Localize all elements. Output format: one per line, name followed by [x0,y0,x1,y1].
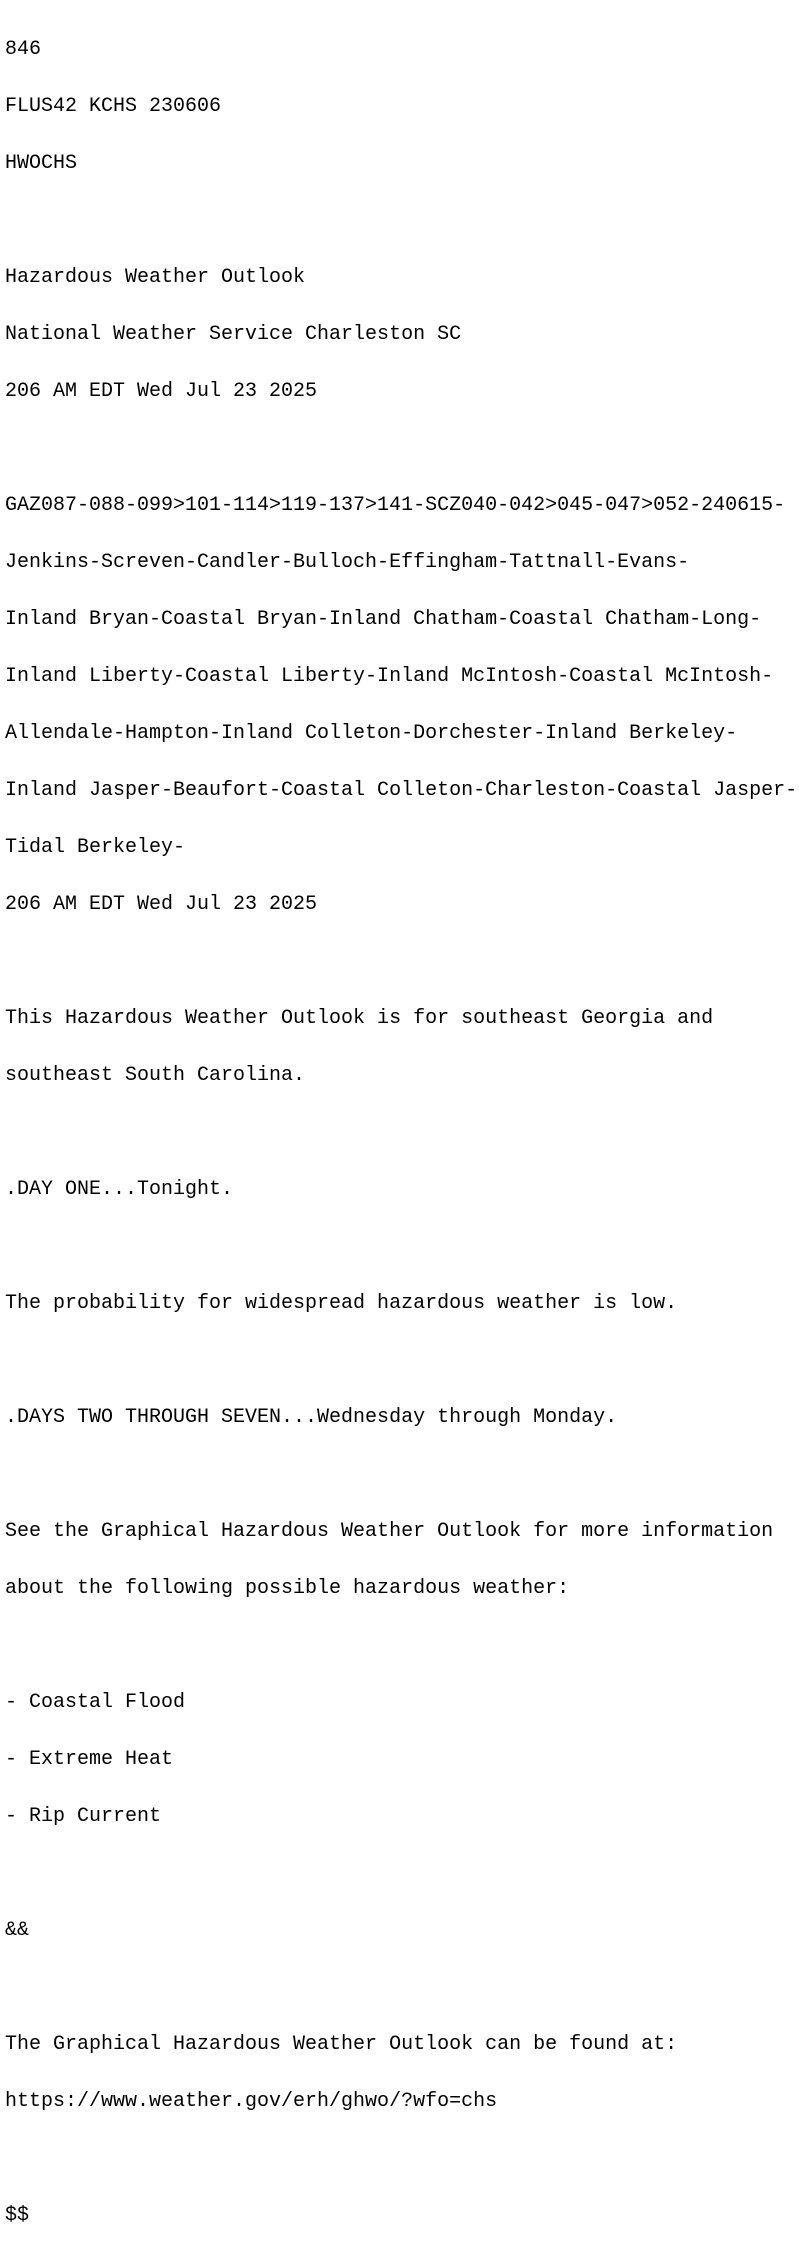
blank-line [5,1123,797,1142]
blank-line [5,952,797,971]
section-separator: && [5,1919,30,1942]
zone-line: Jenkins-Screven-Candler-Bulloch-Effingham-Tattnall-Evans- [5,551,690,574]
zone-line: Tidal Berkeley- [5,836,186,859]
blank-line [5,1636,797,1655]
blank-line [5,1351,797,1370]
hazard-item: - Extreme Heat [5,1748,174,1771]
ghwo-url: https://www.weather.gov/erh/ghwo/?wfo=chs [5,2090,498,2113]
segment-issue-time: 206 AM EDT Wed Jul 23 2025 [5,893,318,916]
blank-line [5,211,797,230]
intro-line: southeast South Carolina. [5,1064,306,1087]
issuing-office: National Weather Service Charleston SC [5,323,462,346]
days-two-seven-intro-line: about the following possible hazardous weather: [5,1577,570,1600]
hazardous-weather-outlook-text [5,2,797,2244]
days-two-seven-heading: .DAYS TWO THROUGH SEVEN...Wednesday through Monday. [5,1406,618,1429]
day-one-heading: .DAY ONE...Tonight. [5,1178,234,1201]
wmo-header: FLUS42 KCHS 230606 [5,95,222,118]
blank-line [5,1237,797,1256]
blank-line [5,439,797,458]
blank-line [5,1864,797,1883]
footer-text: The Graphical Hazardous Weather Outlook can be found at: [5,2033,678,2056]
ugc-code-line: GAZ087-088-099>101-114>119-137>141-SCZ040-042>045-047>052-240615- [5,494,786,517]
hazard-item: - Rip Current [5,1805,162,1828]
blank-line [5,1465,797,1484]
sequence-number: 846 [5,38,42,61]
day-one-text: The probability for widespread hazardous weather is low. [5,1292,678,1315]
awips-id: HWOCHS [5,152,78,175]
zone-line: Inland Bryan-Coastal Bryan-Inland Chatham-Coastal Chatham-Long- [5,608,762,631]
product-title: Hazardous Weather Outlook [5,266,306,289]
zone-line: Allendale-Hampton-Inland Colleton-Dorchester-Inland Berkeley- [5,722,738,745]
end-of-product-marker: $$ [5,2204,30,2227]
blank-line [5,2149,797,2168]
days-two-seven-intro-line: See the Graphical Hazardous Weather Outlook for more information [5,1520,774,1543]
zone-line: Inland Liberty-Coastal Liberty-Inland McIntosh-Coastal McIntosh- [5,665,774,688]
hazard-item: - Coastal Flood [5,1691,186,1714]
intro-line: This Hazardous Weather Outlook is for southeast Georgia and [5,1007,714,1030]
issue-time: 206 AM EDT Wed Jul 23 2025 [5,380,318,403]
zone-line: Inland Jasper-Beaufort-Coastal Colleton-Charleston-Coastal Jasper- [5,779,798,802]
blank-line [5,1978,797,1997]
